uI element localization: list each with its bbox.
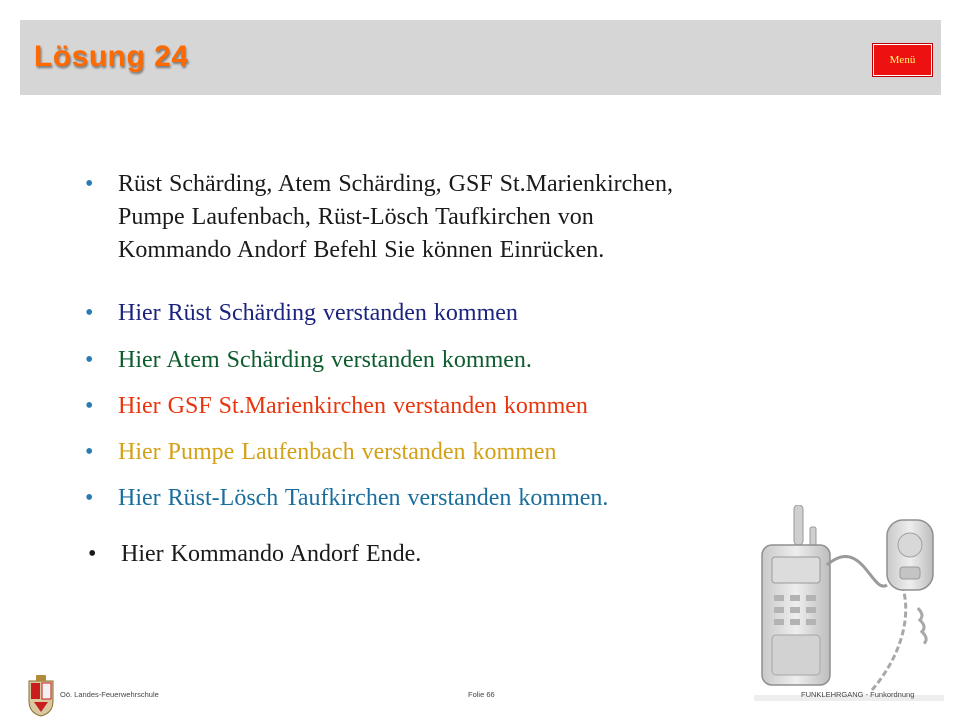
bullet-dot: • (85, 393, 94, 419)
coat-of-arms-icon (27, 675, 55, 717)
bullet-dot: • (85, 439, 94, 465)
bullet-text: Hier Atem Schärding verstanden kommen. (118, 347, 532, 373)
handheld-radio-icon (752, 505, 947, 705)
bullet-dot: • (85, 300, 94, 326)
bullet-item-pumpe (85, 436, 557, 469)
bullet-dot: • (88, 541, 97, 567)
bullet-text: Hier Rüst-Lösch Taufkirchen verstanden kommen. (118, 485, 609, 511)
footer-school: Oö. Landes-Feuerwehrschule (60, 690, 159, 699)
bullet-dot: • (85, 485, 94, 511)
bullet-text: Hier GSF St.Marienkirchen verstanden kommen (118, 393, 588, 419)
menu-button[interactable]: Menü (873, 44, 932, 76)
bullet-text: Hier Rüst Schärding verstanden kommen (118, 300, 518, 326)
bullet-item-ende (88, 538, 421, 571)
footer-course: FUNKLEHRGANG - Funkordnung (801, 690, 915, 699)
bullet-text: Hier Kommando Andorf Ende. (121, 541, 422, 567)
bullet-text: Hier Pumpe Laufenbach verstanden kommen (118, 439, 557, 465)
bullet-item-command (85, 168, 673, 267)
bullet-dot: • (85, 171, 94, 197)
slide-title: Lösung 24 (34, 40, 189, 73)
footer-slide-number: Folie 66 (468, 690, 495, 699)
bullet-item-atem (85, 344, 532, 377)
bullet-dot: • (85, 347, 94, 373)
bullet-item-ruest (85, 297, 518, 330)
bullet-item-ruest-loesch (85, 482, 608, 515)
bullet-item-gsf (85, 390, 588, 423)
bullet-text: Rüst Schärding, Atem Schärding, GSF St.Marienkirchen, Pumpe Laufenbach, Rüst-Lösch Taufkirchen von Kommando Andorf Befehl Sie können Einrücken. (118, 171, 673, 263)
